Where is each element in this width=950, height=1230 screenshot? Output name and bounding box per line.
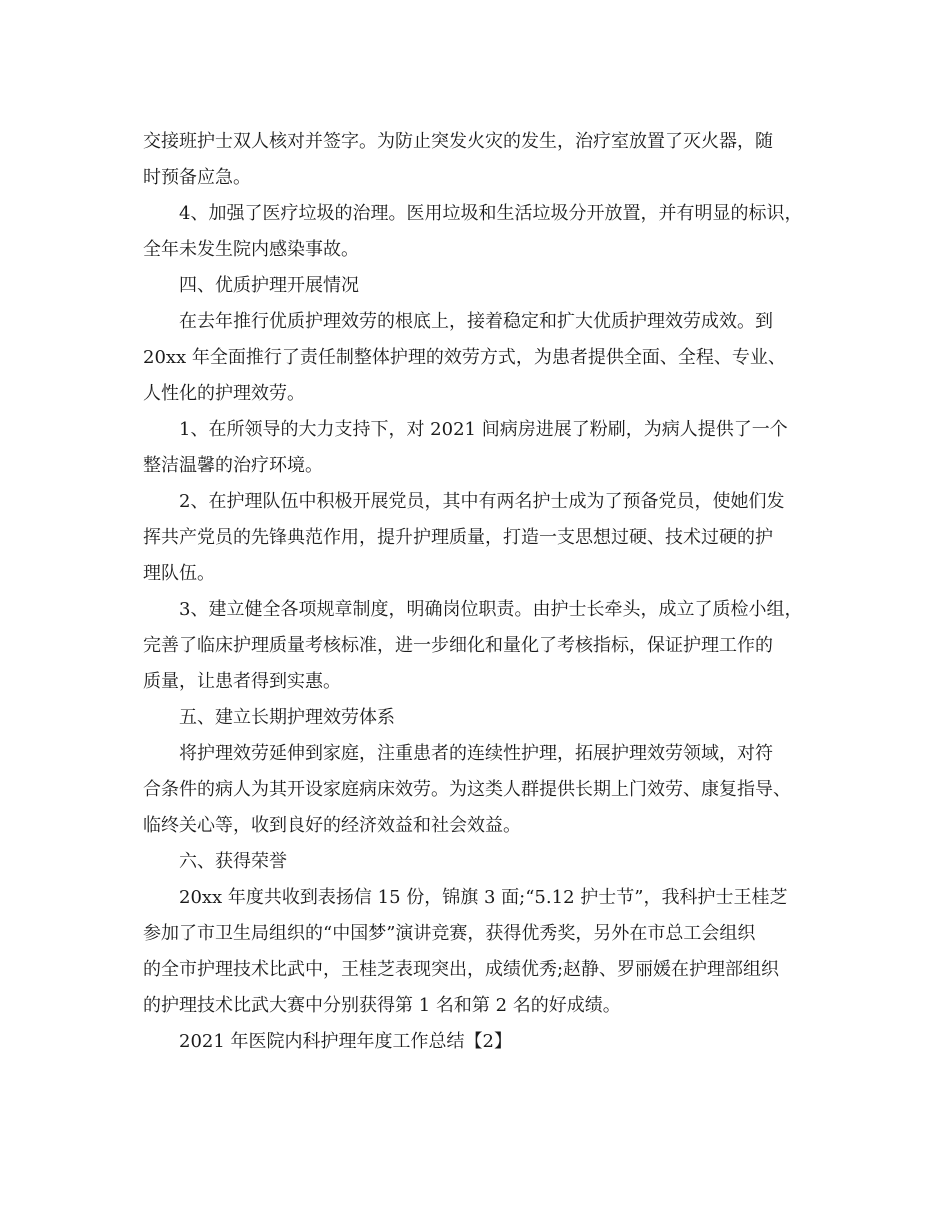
text-line: 全年未发生院内感染事故。 — [143, 239, 359, 260]
text-line: 时预备应急。 — [143, 167, 251, 188]
document-body — [143, 124, 843, 1060]
text-line: 20xx 年度共收到表扬信 15 份，锦旗 3 面;“5.12 护士节”，我科护士王桂芝 — [179, 887, 788, 908]
text-line: 六、获得荣誉 — [179, 851, 287, 872]
text-line: 2021 年医院内科护理年度工作总结【2】 — [179, 1031, 512, 1052]
text-line: 4、加强了医疗垃圾的治理。医用垃圾和生活垃圾分开放置，并有明显的标识， — [179, 203, 803, 224]
text-line: 20xx 年全面推行了责任制整体护理的效劳方式，为患者提供全面、全程、专业、 — [143, 347, 786, 368]
text-line: 临终关心等，收到良好的经济效益和社会效益。 — [143, 815, 521, 836]
text-line: 完善了临床护理质量考核标准，进一步细化和量化了考核指标，保证护理工作的 — [143, 635, 773, 656]
text-line: 1、在所领导的大力支持下，对 2021 间病房进展了粉刷，为病人提供了一个 — [179, 419, 788, 440]
text-line: 的全市护理技术比武中，王桂芝表现突出，成绩优秀;赵静、罗丽媛在护理部组织 — [143, 959, 780, 980]
text-line: 交接班护士双人核对并签字。为防止突发火灾的发生，治疗室放置了灭火器，随 — [143, 131, 773, 152]
text-line: 的护理技术比武大赛中分别获得第 1 名和第 2 名的好成绩。 — [143, 995, 621, 1016]
text-line: 挥共产党员的先锋典范作用，提升护理质量，打造一支思想过硬、技术过硬的护 — [143, 527, 773, 548]
text-line: 将护理效劳延伸到家庭，注重患者的连续性护理，拓展护理效劳领域，对符 — [179, 743, 773, 764]
text-line: 人性化的护理效劳。 — [143, 383, 305, 404]
text-line: 在去年推行优质护理效劳的根底上，接着稳定和扩大优质护理效劳成效。到 — [179, 311, 773, 332]
text-line: 2、在护理队伍中积极开展党员，其中有两名护士成为了预备党员，使她们发 — [179, 491, 785, 512]
text-line: 3、建立健全各项规章制度，明确岗位职责。由护士长牵头，成立了质检小组， — [179, 599, 803, 620]
text-line: 五、建立长期护理效劳体系 — [179, 707, 395, 728]
text-line: 参加了市卫生局组织的“中国梦”演讲竞赛，获得优秀奖，另外在市总工会组织 — [143, 923, 756, 944]
text-line: 四、优质护理开展情况 — [179, 275, 359, 296]
text-line: 质量，让患者得到实惠。 — [143, 671, 341, 692]
text-line: 合条件的病人为其开设家庭病床效劳。为这类人群提供长期上门效劳、康复指导、 — [143, 779, 791, 800]
text-line: 整洁温馨的治疗环境。 — [143, 455, 323, 476]
text-line: 理队伍。 — [143, 563, 215, 584]
